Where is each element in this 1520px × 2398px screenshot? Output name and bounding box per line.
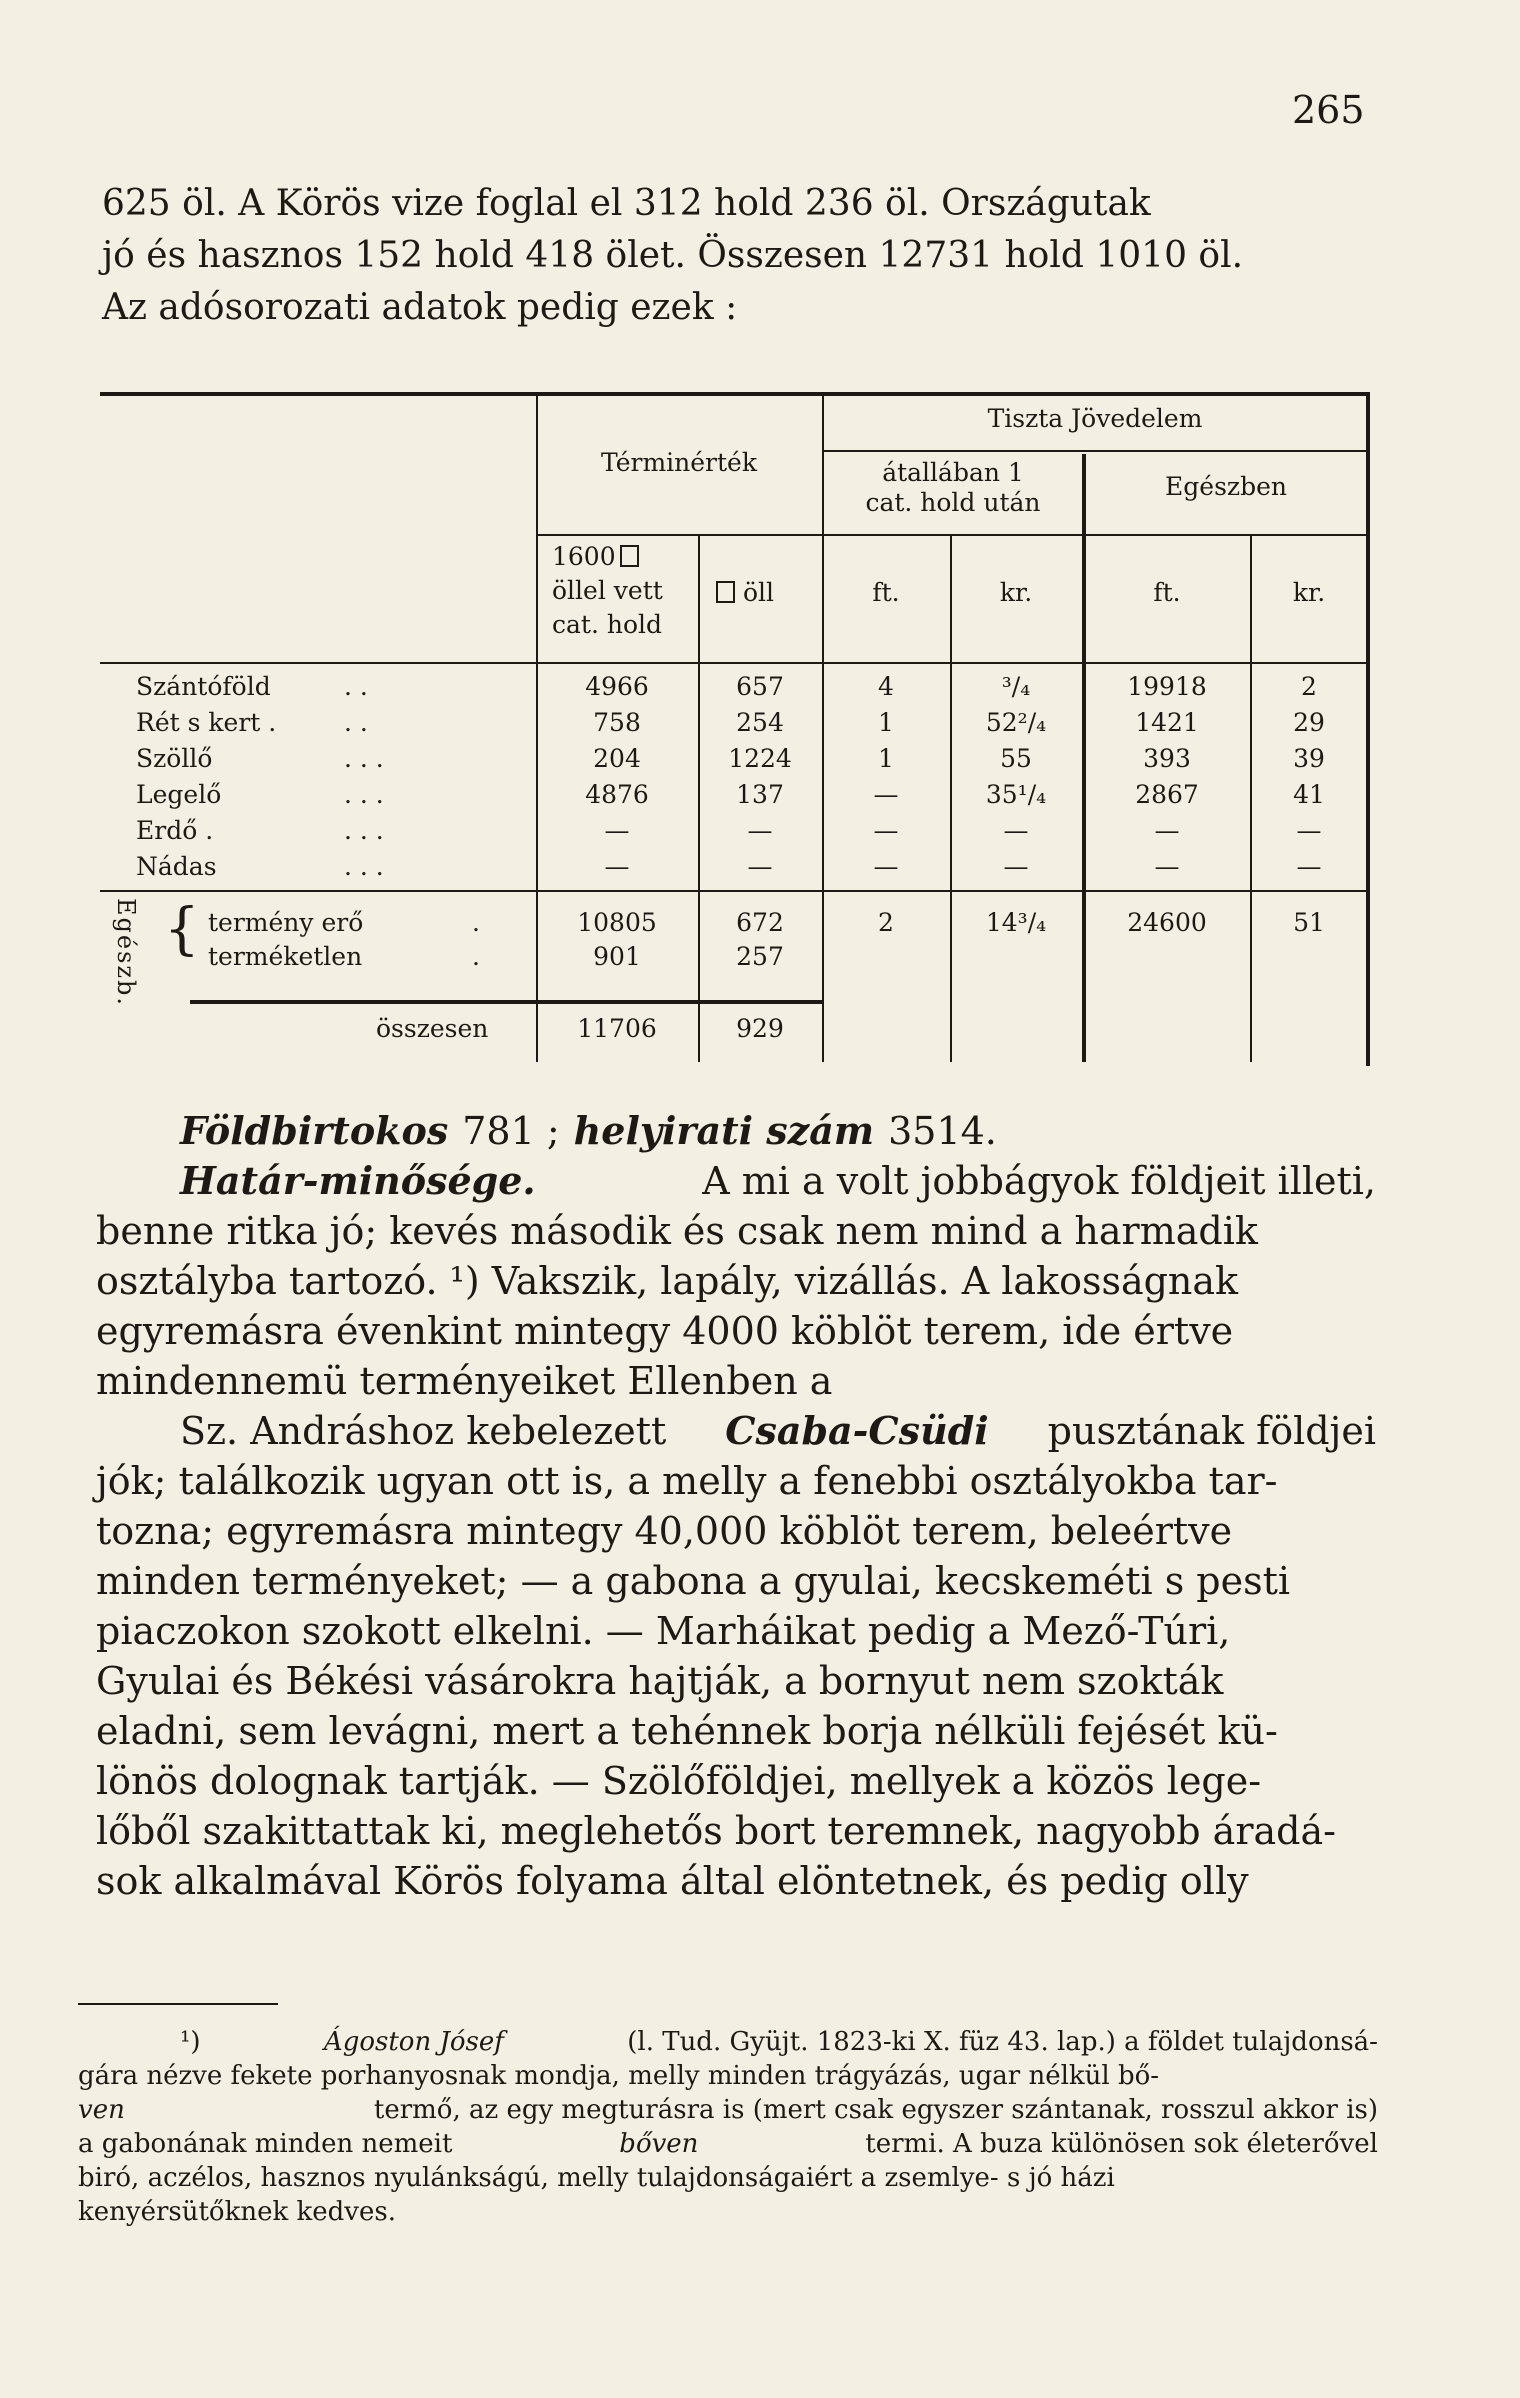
body-line: toznа; egyremásra mintegy 40,000 köblöt terem, beleértve (96, 1509, 1233, 1553)
row-leader-dots: . . . (344, 780, 384, 809)
cell-ft1: — (873, 816, 899, 845)
cell-v1: — (604, 816, 630, 845)
header-col1-b: öllel vett (552, 576, 663, 605)
cell-ft1: — (873, 780, 899, 809)
place-csaba-csudi: Csaba-Csüdi (725, 1408, 989, 1453)
cell-ft1: 1 (878, 744, 894, 773)
body-line: Sz. Andráshoz kebelezett Csaba-Csüdi pusztának földjei (96, 1406, 1376, 1456)
header-ft-1: ft. (872, 578, 900, 607)
body-line: osztályba tartozó. ¹) Vakszik, lapály, vizállás. A lakosságnak (96, 1259, 1239, 1303)
row-label: Legelő (136, 780, 222, 809)
cell-v2: — (747, 852, 773, 881)
row-leader-dots: . . (344, 672, 368, 701)
footnote-line: kenyérsütőknek kedves. (78, 2197, 396, 2227)
body-line: piaczokon szokott elkelni. — Marháikat pedig a Mező-Túri, (96, 1609, 1231, 1653)
row-label: Szántóföld (136, 672, 271, 701)
footnote-line: ven termő, az egy megturásra is (mert csak egyszer szántanak, rosszul akkor is) (78, 2095, 1378, 2125)
cell-v2: 254 (736, 708, 784, 737)
row-leader-dots: . . . (344, 816, 384, 845)
square-measure-icon (716, 581, 735, 603)
header-kr-1: kr. (999, 578, 1033, 607)
cell-ft1: 1 (878, 708, 894, 737)
summary-kr2: 51 (1293, 908, 1325, 937)
body-line: lőből szakittattak ki, meglehetős bort teremnek, nagyobb áradá- (96, 1809, 1336, 1853)
cell-kr1: — (1003, 852, 1029, 881)
body-line: mindennemü terményeiket Ellenben a (96, 1359, 833, 1403)
body-line: egyremásra évenkint mintegy 4000 köblöt terem, ide értve (96, 1309, 1234, 1353)
author-name: Ágoston Jósef (323, 2027, 504, 2057)
cell-kr1: 55 (1000, 744, 1032, 773)
footnote-line: ¹) Ágoston Jósef (l. Tud. Gyüjt. 1823-ki X. füz 43. lap.) a földet tulajdonsá- (180, 2027, 1378, 2057)
cell-kr1: 52²/₄ (985, 708, 1047, 737)
header-atallaban: átallában 1 (882, 458, 1024, 487)
body-line: benne ritka jó; kevés második és csak nem mind a harmadik (96, 1209, 1258, 1253)
cell-v1: 204 (593, 744, 641, 773)
cell-v2: — (747, 816, 773, 845)
header-col1-a: 1600 (552, 542, 639, 572)
row-label: Nádas (136, 852, 217, 881)
cell-ft2: — (1154, 852, 1180, 881)
footnote-line: biró, aczélos, hasznos nyulánkságú, melly tulajdonságaiért a zsemlye- s jó házi (78, 2163, 1115, 2193)
cell-ft2: 19918 (1127, 672, 1207, 701)
row-leader-dots: . . . (344, 852, 384, 881)
cell-kr1: — (1003, 816, 1029, 845)
cell-v2: 1224 (728, 744, 792, 773)
cell-kr2: 29 (1293, 708, 1325, 737)
cell-ft2: 2867 (1135, 780, 1199, 809)
value-foldbirtokos: 781 ; (462, 1109, 560, 1153)
summary-termeny-ero-v2: 672 (736, 908, 784, 937)
header-cat-hold-utan: cat. hold után (865, 488, 1041, 517)
cell-kr2: 41 (1293, 780, 1325, 809)
header-col1-c: cat. hold (552, 610, 662, 639)
summary-termeketlen-v2: 257 (736, 942, 784, 971)
row-leader-dots: . . . (344, 744, 384, 773)
header-egeszben: Egészben (1165, 472, 1287, 501)
body-line: Gyulai és Békési vásárokra hajtják, a bornyut nem szokták (96, 1659, 1224, 1703)
header-col2: öll (712, 578, 774, 608)
page-number: 265 (1292, 88, 1365, 132)
cell-kr1: 35¹/₄ (985, 780, 1047, 809)
cell-ft2: — (1154, 816, 1180, 845)
header-kr-2: kr. (1292, 578, 1326, 607)
intro-line: Az adósorozati adatok pedig ezek : (102, 287, 738, 328)
summary-dot: . (472, 908, 480, 937)
bracket-icon: { (164, 897, 200, 962)
label-hatar-minosege: Határ-minősége. (180, 1158, 536, 1203)
value-helyirati-szam: 3514. (888, 1109, 997, 1153)
cell-kr2: 39 (1293, 744, 1325, 773)
summary-kr1: 14³/₄ (985, 908, 1047, 937)
cell-v1: 4876 (585, 780, 649, 809)
footnote-divider (78, 2003, 278, 2005)
summary-label-termeketlen: terméketlen (208, 942, 363, 971)
label-helyirati-szam: helyirati szám (573, 1108, 875, 1153)
cell-kr2: — (1296, 852, 1322, 881)
cell-ft2: 393 (1143, 744, 1191, 773)
row-leader-dots: . . (344, 708, 368, 737)
egeszben-vertical-label: Egészb. (112, 898, 140, 1008)
body-line: lönös dolognak tartják. — Szölőföldjei, mellyek a közös lege- (96, 1759, 1262, 1803)
intro-line: 625 öl. A Körös vize foglal el 312 hold 236 öl. Országutak (102, 183, 1151, 224)
body-line (96, 1106, 1376, 1156)
footnote (78, 2025, 1378, 2229)
body-line: sok alkalmával Körös folyama által elöntetnek, és pedig olly (96, 1859, 1249, 1903)
summary-osszesen-v1: 11706 (577, 1014, 657, 1043)
body-text (96, 1106, 1376, 1906)
body-line: Határ-minősége. A mi a volt jobbágyok földjeit illeti, (96, 1156, 1376, 1206)
cell-kr2: 2 (1301, 672, 1317, 701)
label-foldbirtokos: Földbirtokos (180, 1108, 449, 1153)
tax-data-table (100, 392, 1370, 1066)
row-label: Rét s kert . (136, 708, 277, 737)
intro-line: jó és hasznos 152 hold 418 ölet. Összesen 12731 hold 1010 öl. (102, 235, 1244, 276)
cell-kr1: ³/₄ (1001, 672, 1031, 701)
row-label: Szöllő (136, 744, 213, 773)
summary-osszesen-v2: 929 (736, 1014, 784, 1043)
cell-v2: 657 (736, 672, 784, 701)
body-line: minden terményeket; — a gabona a gyulai, kecskeméti s pesti (96, 1559, 1291, 1603)
header-termertek: Términérték (600, 448, 758, 477)
cell-v2: 137 (736, 780, 784, 809)
cell-ft2: 1421 (1135, 708, 1199, 737)
cell-ft1: 4 (878, 672, 894, 701)
summary-dot: . (472, 942, 480, 971)
intro-paragraph (102, 178, 1377, 334)
cell-ft1: — (873, 852, 899, 881)
summary-ft2: 24600 (1127, 908, 1207, 937)
cell-kr2: — (1296, 816, 1322, 845)
body-line: eladni, sem levágni, mert a tehénnek borja nélküli fejését kü- (96, 1709, 1278, 1753)
footnote-line: a gabonának minden nemeit bőven termi. A buza különösen sok életerővel (78, 2129, 1378, 2159)
summary-label-termeny-ero: termény erő (208, 908, 364, 937)
square-measure-icon (620, 545, 639, 567)
cell-v1: — (604, 852, 630, 881)
summary-termeketlen-v1: 901 (593, 942, 641, 971)
body-line: jók; találkozik ugyan ott is, a melly a fenebbi osztályokba tar- (96, 1459, 1278, 1503)
header-tiszta-jovedelem: Tiszta Jövedelem (987, 404, 1203, 433)
summary-termeny-ero-v1: 10805 (577, 908, 657, 937)
footnote-line: gára nézve fekete porhanyosnak mondja, melly minden trágyázás, ugar nélkül bő- (78, 2061, 1160, 2091)
row-label: Erdő . (136, 816, 214, 845)
summary-ft1: 2 (878, 908, 894, 937)
cell-v1: 758 (593, 708, 641, 737)
cell-v1: 4966 (585, 672, 649, 701)
summary-label-osszesen: összesen (376, 1014, 489, 1043)
header-ft-2: ft. (1153, 578, 1181, 607)
